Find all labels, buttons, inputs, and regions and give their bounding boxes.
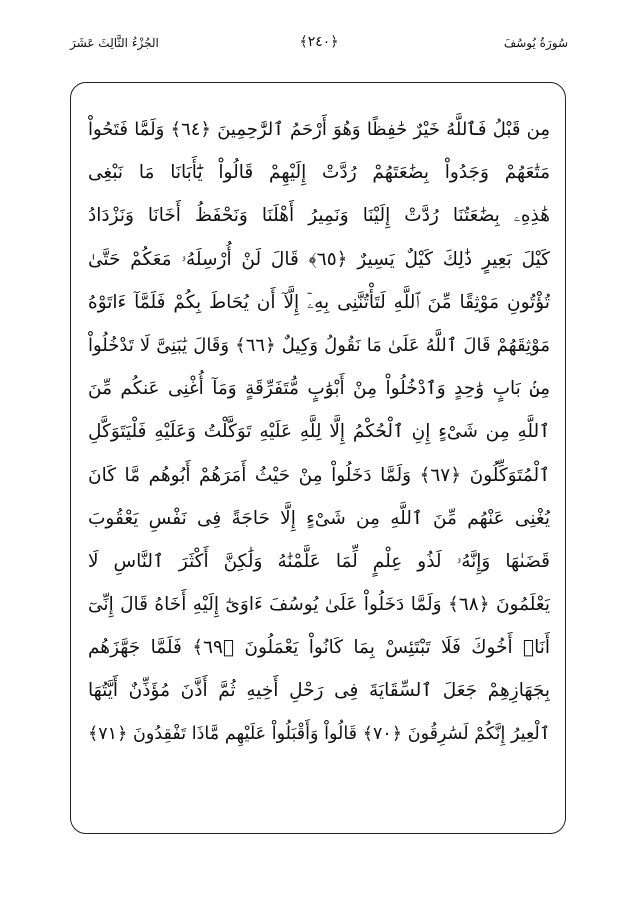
text-line: يَعْلَمُونَ ﴿٦٨﴾ وَلَمَّا دَخَلُواْ عَلَىٰ يُوسُفَ ءَاوَىٰٓ إِلَيْهِ أَخَاهُ قَالَ إِنِّىٓ	[88, 594, 550, 616]
text-line: مَتَٰعَهُمْ وَجَدُواْ بِضَٰعَتَهُمْ رُدَّتْ إِلَيْهِمْ قَالُواْ يَٰٓأَبَانَا مَا نَبْغِى	[88, 162, 550, 184]
text-line: ٱلْمُتَوَكِّلُونَ ﴿٦٧﴾ وَلَمَّا دَخَلُواْ مِنْ حَيْثُ أَمَرَهُمْ أَبُوهُم مَّا كَانَ	[88, 464, 550, 486]
page-number: ﴿٢٤٠﴾	[299, 34, 339, 50]
surah-name: سُورَةُ يُوسُفَ	[503, 36, 568, 50]
text-line: أَنَا۠ أَخُوكَ فَلَا تَبْتَئِسْ بِمَا كَانُواْ يَعْمَلُونَ ﴿٦٩﴾ فَلَمَّا جَهَّزَهُم	[88, 637, 550, 659]
text-body	[88, 108, 550, 756]
text-line: قَضَىٰهَا وَإِنَّهُۥ لَذُو عِلْمٍ لِّمَا عَلَّمْنَٰهُ وَلَٰكِنَّ أَكْثَرَ ٱلنَّاسِ لَا	[88, 550, 550, 572]
page-header	[70, 34, 568, 58]
text-line: ٱللَّهِ مِن شَىْءٍ إِنِ ٱلْحُكْمُ إِلَّا لِلَّهِ عَلَيْهِ تَوَكَّلْتُ وَعَلَيْهِ فَلْيَتَوَكَّلِ	[88, 421, 550, 443]
text-line: هَٰذِهِۦ بِضَٰعَتُنَا رُدَّتْ إِلَيْنَا وَنَمِيرُ أَهْلَنَا وَنَحْفَظُ أَخَانَا وَنَزْدَادُ	[88, 205, 550, 227]
text-line: كَيْلَ بَعِيرٍ ذَٰلِكَ كَيْلٌ يَسِيرٌ ﴿٦٥﴾ قَالَ لَنْ أُرْسِلَهُۥ مَعَكُمْ حَتَّىٰ	[88, 248, 550, 270]
text-line: مَوْثِقَهُمْ قَالَ ٱللَّهُ عَلَىٰ مَا نَقُولُ وَكِيلٌ ﴿٦٦﴾ وَقَالَ يَٰبَنِىَّ لَا تَدْخُلُواْ	[88, 334, 550, 356]
text-line: ٱلْعِيرُ إِنَّكُمْ لَسَٰرِقُونَ ﴿٧٠﴾ قَالُواْ وَأَقْبَلُواْ عَلَيْهِم مَّاذَا تَفْقِدُونَ ﴿٧١﴾	[88, 723, 550, 744]
text-line: بِجَهَازِهِمْ جَعَلَ ٱلسِّقَايَةَ فِى رَحْلِ أَخِيهِ ثُمَّ أَذَّنَ مُؤَذِّنٌ أَيَّتُهَا	[88, 680, 550, 702]
text-line: مِن قَبْلُ فَٱللَّهُ خَيْرٌ حَٰفِظًا وَهُوَ أَرْحَمُ ٱلرَّٰحِمِينَ ﴿٦٤﴾ وَلَمَّا فَتَحُواْ	[88, 119, 550, 140]
text-line: يُغْنِى عَنْهُم مِّنَ ٱللَّهِ مِن شَىْءٍ إِلَّا حَاجَةً فِى نَفْسِ يَعْقُوبَ	[88, 507, 550, 529]
text-line: مِنۢ بَابٍ وَٰحِدٍ وَٱدْخُلُواْ مِنْ أَبْوَٰبٍ مُّتَفَرِّقَةٍ وَمَآ أُغْنِى عَنكُم مِّنَ	[88, 378, 550, 400]
juz-name: الجُزْءُ الثَّالِثَ عَشَرَ	[70, 36, 159, 50]
text-line: تُؤْتُونِ مَوْثِقًا مِّنَ ٱللَّهِ لَتَأْتُنَّنِى بِهِۦٓ إِلَّآ أَن يُحَاطَ بِكُمْ فَلَمَّآ ءَاتَوْهُ	[88, 291, 550, 313]
